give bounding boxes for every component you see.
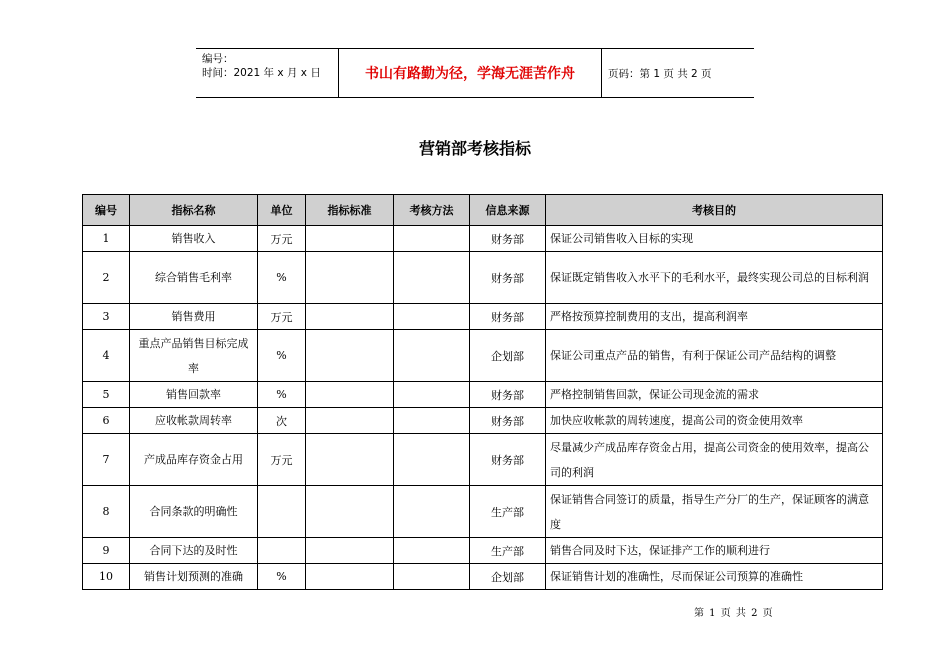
table-header-row xyxy=(83,195,883,226)
cell-standard xyxy=(306,304,394,330)
cell-source: 企划部 xyxy=(470,564,546,590)
cell-source: 财务部 xyxy=(470,434,546,486)
cell-method xyxy=(394,486,470,538)
cell-purpose: 保证销售合同签订的质量，指导生产分厂的生产，保证顾客的满意度 xyxy=(546,486,883,538)
cell-purpose: 保证公司重点产品的销售，有利于保证公司产品结构的调整 xyxy=(546,330,883,382)
cell-number: 2 xyxy=(83,252,130,304)
col-header-number: 编号 xyxy=(83,195,130,226)
cell-unit: % xyxy=(258,382,306,408)
cell-name: 销售收入 xyxy=(130,226,258,252)
cell-standard xyxy=(306,330,394,382)
kpi-table xyxy=(82,194,883,590)
cell-source: 财务部 xyxy=(470,408,546,434)
table-row xyxy=(83,408,883,434)
cell-number: 9 xyxy=(83,538,130,564)
cell-purpose: 保证销售计划的准确性，尽而保证公司预算的准确性 xyxy=(546,564,883,590)
cell-source: 财务部 xyxy=(470,226,546,252)
cell-standard xyxy=(306,434,394,486)
cell-method xyxy=(394,434,470,486)
col-header-standard: 指标标准 xyxy=(306,195,394,226)
cell-source: 生产部 xyxy=(470,486,546,538)
cell-method xyxy=(394,226,470,252)
cell-number: 1 xyxy=(83,226,130,252)
cell-source: 生产部 xyxy=(470,538,546,564)
cell-name: 应收帐款周转率 xyxy=(130,408,258,434)
col-header-method: 考核方法 xyxy=(394,195,470,226)
cell-method xyxy=(394,330,470,382)
cell-number: 4 xyxy=(83,330,130,382)
time-label: 时间：2021 年 x 月 x 日 xyxy=(202,67,321,79)
cell-number: 7 xyxy=(83,434,130,486)
cell-source: 财务部 xyxy=(470,252,546,304)
cell-method xyxy=(394,538,470,564)
cell-purpose: 严格控制销售回款，保证公司现金流的需求 xyxy=(546,382,883,408)
cell-number: 5 xyxy=(83,382,130,408)
document-header xyxy=(196,48,754,98)
cell-unit: % xyxy=(258,330,306,382)
cell-purpose: 保证既定销售收入水平下的毛利水平，最终实现公司总的目标利润 xyxy=(546,252,883,304)
cell-unit xyxy=(258,486,306,538)
cell-method xyxy=(394,564,470,590)
cell-standard xyxy=(306,382,394,408)
table-row xyxy=(83,538,883,564)
cell-method xyxy=(394,252,470,304)
table-row xyxy=(83,252,883,304)
table-row xyxy=(83,226,883,252)
table-row xyxy=(83,304,883,330)
cell-unit: % xyxy=(258,252,306,304)
cell-unit: 万元 xyxy=(258,226,306,252)
cell-unit: 次 xyxy=(258,408,306,434)
col-header-unit: 单位 xyxy=(258,195,306,226)
col-header-name: 指标名称 xyxy=(130,195,258,226)
col-header-purpose: 考核目的 xyxy=(546,195,883,226)
table-row xyxy=(83,330,883,382)
cell-unit: 万元 xyxy=(258,304,306,330)
cell-unit: % xyxy=(258,564,306,590)
number-label: 编号： xyxy=(202,53,234,65)
cell-source: 财务部 xyxy=(470,304,546,330)
cell-name: 销售计划预测的准确 xyxy=(130,564,258,590)
header-page-label: 页码：第 1 页 共 2 页 xyxy=(608,67,712,80)
cell-standard xyxy=(306,538,394,564)
header-motto: 书山有路勤为径，学海无涯苦作舟 xyxy=(339,49,602,97)
cell-source: 财务部 xyxy=(470,382,546,408)
page-footer: 第 1 页 共 2 页 xyxy=(694,608,773,619)
cell-name: 产成品库存资金占用 xyxy=(130,434,258,486)
cell-purpose: 保证公司销售收入目标的实现 xyxy=(546,226,883,252)
cell-number: 6 xyxy=(83,408,130,434)
cell-unit: 万元 xyxy=(258,434,306,486)
cell-purpose: 尽量减少产成品库存资金占用，提高公司资金的使用效率，提高公司的利润 xyxy=(546,434,883,486)
cell-name: 重点产品销售目标完成率 xyxy=(130,330,258,382)
cell-number: 10 xyxy=(83,564,130,590)
cell-number: 3 xyxy=(83,304,130,330)
cell-name: 销售回款率 xyxy=(130,382,258,408)
cell-name: 综合销售毛利率 xyxy=(130,252,258,304)
table-row xyxy=(83,564,883,590)
table-row xyxy=(83,434,883,486)
cell-standard xyxy=(306,564,394,590)
cell-standard xyxy=(306,408,394,434)
cell-method xyxy=(394,408,470,434)
cell-purpose: 严格按预算控制费用的支出，提高利润率 xyxy=(546,304,883,330)
page-title: 营销部考核指标 xyxy=(418,139,531,158)
cell-method xyxy=(394,382,470,408)
cell-name: 销售费用 xyxy=(130,304,258,330)
cell-unit xyxy=(258,538,306,564)
cell-standard xyxy=(306,486,394,538)
cell-number: 8 xyxy=(83,486,130,538)
col-header-source: 信息来源 xyxy=(470,195,546,226)
cell-standard xyxy=(306,252,394,304)
cell-name: 合同下达的及时性 xyxy=(130,538,258,564)
cell-source: 企划部 xyxy=(470,330,546,382)
table-row xyxy=(83,382,883,408)
header-meta xyxy=(196,49,339,97)
cell-method xyxy=(394,304,470,330)
cell-purpose: 加快应收帐款的周转速度，提高公司的资金使用效率 xyxy=(546,408,883,434)
cell-purpose: 销售合同及时下达，保证排产工作的顺利进行 xyxy=(546,538,883,564)
table-row xyxy=(83,486,883,538)
cell-standard xyxy=(306,226,394,252)
cell-name: 合同条款的明确性 xyxy=(130,486,258,538)
